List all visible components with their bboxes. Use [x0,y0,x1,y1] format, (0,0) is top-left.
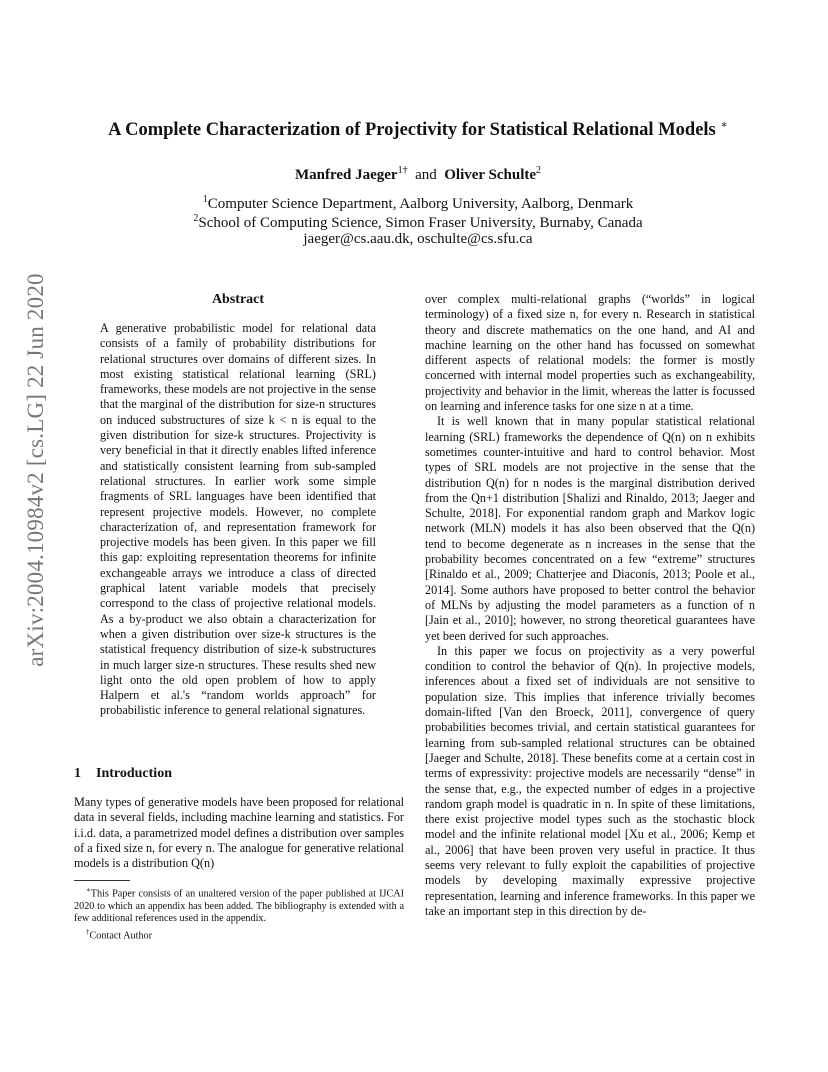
section-heading-introduction [74,766,172,782]
intro-column [74,795,404,871]
footnote-divider [74,880,130,881]
affiliation-1-text: Computer Science Department, Aalborg University, Aalborg, Denmark [207,196,634,212]
author-2-mark: 2 [536,165,542,176]
affiliation-2-text: School of Computing Science, Simon Fraser University, Burnaby, Canada [198,215,643,231]
section-title: Introduction [96,766,172,781]
title-footnote-mark: ∗ [720,119,728,131]
paper-title [60,118,776,141]
affiliation-2-mark: 2 [193,213,199,224]
footnote-1-mark: ∗ [86,886,91,894]
author-line [60,165,776,184]
abstract-heading: Abstract [211,292,265,307]
footnote-2-mark: † [86,927,90,936]
author-emails: jaeger@cs.aau.dk, oschulte@cs.sfu.ca [303,231,533,247]
right-paragraph-1: over complex multi-relational graphs (“worlds” in logical terminology) of a fixed size n, for every n. Research in statistical theory and discrete mathematics on the one hand, and AI and machine learning on the other hand has focussed on somewhat different aspects of relational models: the former is mostly concerned with internal model properties such as exchangeability, projectivity and behavior in the limit, whereas the latter is focussed on learning and inference tasks for one size n at a time. [425,292,755,414]
arxiv-stamp [20,273,52,667]
right-column [425,292,755,919]
author-1-mark: 1† [397,165,408,176]
footnote-2-text: Contact Author [89,930,153,942]
affiliation-1-mark: 1 [202,194,208,205]
abstract-paragraph: A generative probabilistic model for relational data consists of a family of probability distributions for relational structures over domains of different sizes. In most existing statistical relational learning (SRL) frameworks, these models are not projective in the sense that the marginal of the distribution for size-n structures on induced substructures of size k < n is equal to the given distribution for size-k structures. Projectivity is very beneficial in that it directly enables lifted inference and statistically consistent learning from sub-sampled relational structures. In earlier work some simple fragments of SRL languages have been identified that represent projective models. However, no complete characterization of, and representation framework for projective models has been given. In this paper we fill this gap: exploiting representation theorems for infinite exchangeable arrays we introduce a class of directed graphical latent variable models that precisely correspond to the class of projective relational models. As a by-product we also obtain a characterization for when a given distribution over size-k structures is the statistical frequency distribution of size-k substructures in much larger size-n structures. These results shed new light onto the old open problem of how to apply Halpern et al.'s “random worlds approach” for probabilistic inference to general relational signatures. [100,321,376,718]
abstract-body [100,321,376,719]
arxiv-stamp-text: arXiv:2004.10984v2 [cs.LG] 22 Jun 2020 [23,273,48,667]
footnote-1-text: This Paper consists of an unaltered version of the paper published at IJCAI 2020 to which an appendix has been added. The bibliography is extended with a few additional references used in the appendix. [74,888,404,925]
paper-title-text: A Complete Characterization of Projectivity for Statistical Relational Models [108,120,716,141]
footnotes [74,884,404,943]
footnote-1 [74,884,404,926]
right-paragraph-2: It is well known that in many popular statistical relational learning (SRL) frameworks the dependence of Q(n) on n exhibits sometimes counter-intuitive and hard to control behavior. Most types of SRL models are not projective in the sense that the distribution Q(n) for n nodes is the marginal distribution derived from the Qn+1 distribution [Shalizi and Rinaldo, 2013; Jaeger and Schulte, 2018]. For exponential random graph and Markov logic network (MLN) models it has also been observed that the Q(n) tend to become degenerate as n increases in the sense that the probability becomes concentrated on a few “extreme” structures [Rinaldo et al., 2009; Chatterjee and Diaconis, 2013; Poole et al., 2014]. Some authors have proposed to better control the behavior of MLNs by adjusting the model parameters as a function of n [Jain et al., 2010]; however, no strong theoretical guarantees have yet been derived for such approaches. [425,414,755,643]
footnote-2 [74,926,404,943]
intro-paragraph-1: Many types of generative models have been proposed for relational data in several fields, including machine learning and statistics. For i.i.d. data, a parametrized model defines a distribution over samples of a fixed size n, for every n. The analogue for generative relational models is a distribution Q(n) [74,795,404,871]
author-2: Oliver Schulte [444,167,537,183]
right-paragraph-3: In this paper we focus on projectivity as a very powerful condition to control the behavior of Q(n). In projective models, inferences about a fixed set of individuals are not sensitive to population size. This implies that inference trivially becomes domain-lifted [Van den Broeck, 2011], convergence of query probabilities becomes trivial, and certain statistical guarantees for learning from sub-sampled relational structures can be obtained [Jaeger and Schulte, 2018]. These benefits come at a certain cost in terms of expressivity: projective models are necessarily “dense” in the sense that, e.g., the expected number of edges in a projective random graph model is quadratic in n. In spite of these limitations, there exist projective model types such as the stochastic block model and the infinite relational model [Xu et al., 2006; Kemp et al., 2006] that have been proven very useful in practice. It thus seems very relevant to fully exploit the capabilities of projective models by developing maximally expressive projective representation, learning and inference frameworks. In this paper we take an important step in this direction by de- [425,643,755,918]
author-1: Manfred Jaeger [294,167,398,183]
author-conjunction: and [415,167,437,183]
section-number: 1 [74,766,81,781]
